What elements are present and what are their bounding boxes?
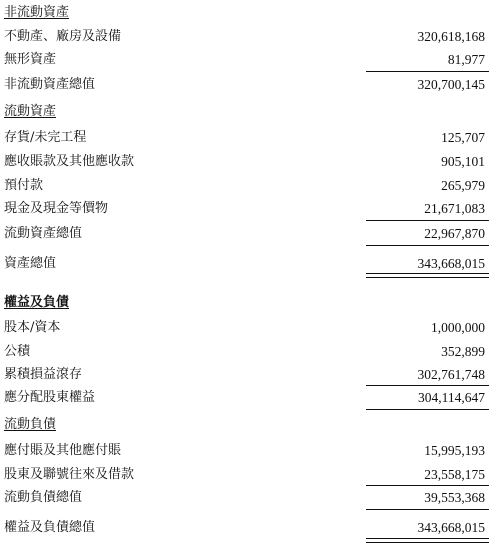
total-label: 資產總值 bbox=[4, 256, 57, 271]
line-item-ppe bbox=[0, 28, 489, 50]
item-value: 1,000,000 bbox=[431, 320, 485, 335]
item-label: 應付賬及其他應付賬 bbox=[4, 443, 122, 458]
item-value: 320,618,168 bbox=[417, 29, 485, 44]
total-value: 343,668,015 bbox=[417, 520, 485, 535]
subtotal-rule bbox=[366, 245, 489, 246]
total-current-liabilities bbox=[0, 489, 489, 511]
total-value: 39,553,368 bbox=[424, 490, 485, 505]
total-shareholder-equity bbox=[0, 389, 489, 411]
item-value: 302,761,748 bbox=[417, 367, 485, 382]
line-item-prepayments bbox=[0, 177, 489, 199]
total-value: 22,967,870 bbox=[424, 226, 485, 241]
item-label: 公積 bbox=[4, 344, 31, 359]
item-label: 存貨/未完工程 bbox=[4, 130, 87, 145]
total-label: 非流動資產總值 bbox=[4, 77, 96, 92]
line-item-reserves bbox=[0, 343, 489, 365]
total-value: 304,114,647 bbox=[418, 390, 485, 405]
item-label: 股本/資本 bbox=[4, 320, 61, 335]
line-item-inventory bbox=[0, 129, 489, 151]
line-item-intangible-assets bbox=[0, 51, 489, 73]
line-item-receivables bbox=[0, 153, 489, 175]
subtotal-rule bbox=[366, 409, 489, 410]
item-value: 352,899 bbox=[441, 344, 485, 359]
total-non-current-assets bbox=[0, 76, 489, 98]
total-label: 流動負債總值 bbox=[4, 490, 83, 505]
total-current-assets bbox=[0, 225, 489, 247]
item-label: 不動產、廠房及設備 bbox=[4, 29, 122, 44]
item-label: 股東及聯號往來及借款 bbox=[4, 467, 135, 482]
total-label: 權益及負債總值 bbox=[4, 520, 96, 535]
item-label: 應收賬款及其他應收款 bbox=[4, 154, 135, 169]
total-value: 320,700,145 bbox=[417, 77, 485, 92]
item-label: 無形資產 bbox=[4, 52, 57, 67]
section-heading-non-current-assets bbox=[0, 4, 489, 26]
line-item-share-capital bbox=[0, 319, 489, 341]
double-rule bbox=[366, 538, 489, 543]
subtotal-rule bbox=[366, 71, 489, 72]
item-value: 265,979 bbox=[441, 178, 485, 193]
item-value: 81,977 bbox=[447, 52, 485, 67]
total-value: 343,668,015 bbox=[417, 256, 485, 271]
item-label: 累積損益滾存 bbox=[4, 367, 83, 382]
total-label: 流動資產總值 bbox=[4, 226, 83, 241]
line-item-payables bbox=[0, 442, 489, 464]
double-rule bbox=[366, 273, 489, 278]
item-value: 21,671,083 bbox=[424, 201, 485, 216]
subtotal-rule bbox=[366, 385, 489, 386]
heading-label: 流動負債 bbox=[4, 417, 57, 432]
section-heading-current-liabilities bbox=[0, 416, 489, 438]
section-heading-equity-liabilities bbox=[0, 294, 489, 316]
item-value: 23,558,175 bbox=[424, 467, 485, 482]
subtotal-rule bbox=[366, 485, 489, 486]
item-label: 預付款 bbox=[4, 178, 44, 193]
subtotal-rule bbox=[366, 509, 489, 510]
line-item-cash bbox=[0, 200, 489, 222]
subtotal-rule bbox=[366, 220, 489, 221]
heading-label: 非流動資產 bbox=[4, 5, 70, 20]
item-value: 905,101 bbox=[441, 154, 485, 169]
total-label: 應分配股東權益 bbox=[4, 390, 96, 405]
heading-label: 流動資產 bbox=[4, 104, 57, 119]
heading-label: 權益及負債 bbox=[4, 295, 70, 310]
section-heading-current-assets bbox=[0, 103, 489, 125]
item-value: 15,995,193 bbox=[424, 443, 485, 458]
item-label: 現金及現金等價物 bbox=[4, 201, 109, 216]
item-value: 125,707 bbox=[441, 130, 485, 145]
